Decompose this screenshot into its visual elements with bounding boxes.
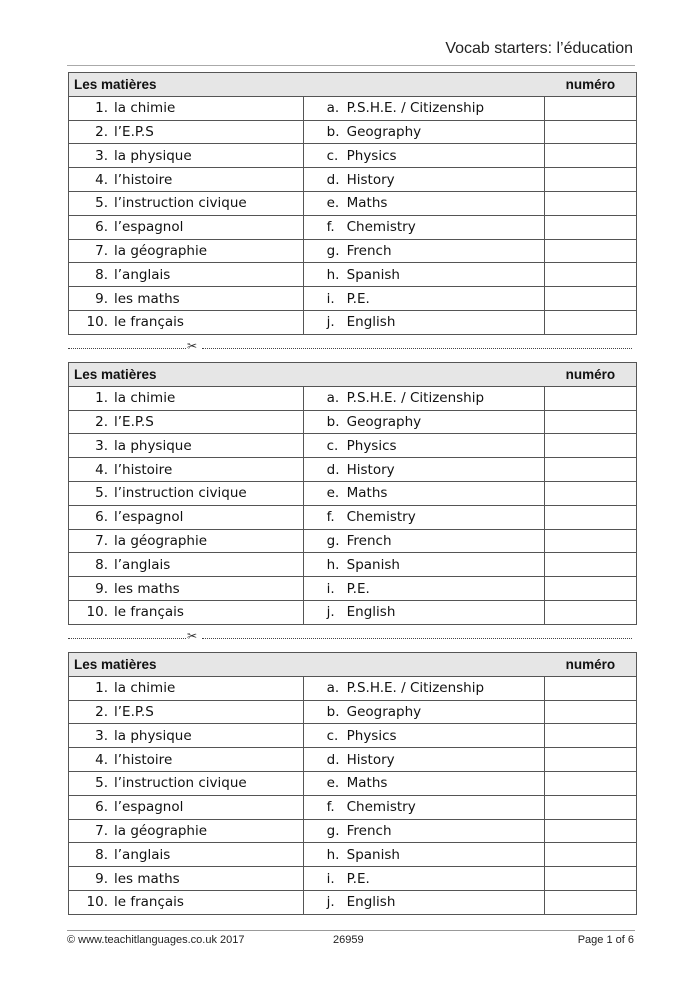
table-row <box>69 287 637 311</box>
table-row <box>69 458 637 482</box>
french-term-cell <box>69 819 304 843</box>
french-term: l’histoire <box>114 461 173 478</box>
table-row <box>69 529 637 553</box>
item-number: 4. <box>95 461 108 478</box>
item-number: 10. <box>86 314 108 331</box>
header-spacer <box>303 73 545 97</box>
item-letter: g. <box>326 822 340 839</box>
english-term-cell <box>303 168 545 192</box>
table-row <box>69 96 637 120</box>
french-term-cell <box>69 410 304 434</box>
cut-line <box>68 339 632 354</box>
french-term: le français <box>114 604 184 621</box>
french-term-cell <box>69 168 304 192</box>
english-term: English <box>346 894 396 911</box>
header-subjects: Les matières <box>69 73 304 97</box>
english-term: P.E. <box>346 870 370 887</box>
item-letter: b. <box>326 413 340 430</box>
vocab-table-3 <box>68 652 637 915</box>
header-number: numéro <box>545 653 637 677</box>
table-row <box>69 386 637 410</box>
table-header-row <box>69 653 637 677</box>
french-term-cell <box>69 458 304 482</box>
english-term: English <box>346 604 396 621</box>
page-title: Vocab starters: l’éducation <box>445 40 633 57</box>
english-term: Maths <box>346 775 388 792</box>
english-term: Chemistry <box>346 219 416 236</box>
english-term-cell <box>303 795 545 819</box>
answer-number-cell[interactable] <box>545 215 637 239</box>
item-number: 1. <box>95 100 108 117</box>
english-term-cell <box>303 724 545 748</box>
answer-number-cell[interactable] <box>545 168 637 192</box>
french-term-cell <box>69 724 304 748</box>
english-term: History <box>346 751 395 768</box>
answer-number-cell[interactable] <box>545 458 637 482</box>
english-term: Physics <box>346 437 397 454</box>
french-term: les maths <box>114 290 180 307</box>
item-number: 8. <box>95 556 108 573</box>
english-term: Maths <box>346 195 388 212</box>
item-letter: e. <box>326 485 340 502</box>
item-number: 9. <box>95 870 108 887</box>
english-term: Chemistry <box>346 509 416 526</box>
header-number: numéro <box>545 73 637 97</box>
item-number: 7. <box>95 532 108 549</box>
english-term-cell <box>303 529 545 553</box>
answer-number-cell[interactable] <box>545 239 637 263</box>
answer-number-cell[interactable] <box>545 867 637 891</box>
english-term: French <box>346 242 392 259</box>
french-term-cell <box>69 890 304 914</box>
english-term-cell <box>303 819 545 843</box>
table-row <box>69 215 637 239</box>
english-term-cell <box>303 96 545 120</box>
item-letter: d. <box>326 171 340 188</box>
english-term-cell <box>303 700 545 724</box>
item-letter: a. <box>326 100 340 117</box>
english-term: French <box>346 532 392 549</box>
answer-number-cell[interactable] <box>545 386 637 410</box>
answer-number-cell[interactable] <box>545 700 637 724</box>
footer-page-number: Page 1 of 6 <box>577 934 634 946</box>
table-row <box>69 795 637 819</box>
item-number: 10. <box>86 604 108 621</box>
english-term: Chemistry <box>346 799 416 816</box>
item-number: 2. <box>95 703 108 720</box>
english-term-cell <box>303 287 545 311</box>
french-term: la chimie <box>114 100 176 117</box>
french-term-cell <box>69 505 304 529</box>
french-term: les maths <box>114 870 180 887</box>
header-spacer <box>303 653 545 677</box>
french-term-cell <box>69 287 304 311</box>
english-term: Spanish <box>346 556 400 573</box>
table-header-row <box>69 73 637 97</box>
english-term-cell <box>303 191 545 215</box>
item-number: 5. <box>95 195 108 212</box>
item-number: 7. <box>95 822 108 839</box>
table-row <box>69 434 637 458</box>
item-letter: g. <box>326 242 340 259</box>
french-term: l’anglais <box>114 266 171 283</box>
answer-number-cell[interactable] <box>545 481 637 505</box>
table-row <box>69 771 637 795</box>
english-term: P.E. <box>346 580 370 597</box>
french-term: le français <box>114 314 184 331</box>
item-number: 3. <box>95 437 108 454</box>
answer-number-cell[interactable] <box>545 529 637 553</box>
french-term-cell <box>69 96 304 120</box>
answer-number-cell[interactable] <box>545 676 637 700</box>
french-term: la géographie <box>114 822 208 839</box>
table-row <box>69 505 637 529</box>
answer-number-cell[interactable] <box>545 505 637 529</box>
item-letter: c. <box>326 437 339 454</box>
french-term: la géographie <box>114 532 208 549</box>
french-term: l’instruction civique <box>114 775 247 792</box>
answer-number-cell[interactable] <box>545 120 637 144</box>
french-term: la géographie <box>114 242 208 259</box>
answer-number-cell[interactable] <box>545 553 637 577</box>
french-term: l’espagnol <box>114 509 184 526</box>
item-number: 6. <box>95 799 108 816</box>
french-term-cell <box>69 434 304 458</box>
item-letter: a. <box>326 680 340 697</box>
item-letter: e. <box>326 195 340 212</box>
answer-number-cell[interactable] <box>545 771 637 795</box>
french-term: la chimie <box>114 680 176 697</box>
answer-number-cell[interactable] <box>545 287 637 311</box>
english-term-cell <box>303 239 545 263</box>
item-letter: c. <box>326 727 339 744</box>
header-subjects: Les matières <box>69 363 304 387</box>
english-term: English <box>346 314 396 331</box>
item-number: 4. <box>95 751 108 768</box>
french-term: l’anglais <box>114 556 171 573</box>
english-term: P.S.H.E. / Citizenship <box>346 100 485 117</box>
table-row <box>69 819 637 843</box>
table-body <box>69 676 637 914</box>
french-term-cell <box>69 239 304 263</box>
item-number: 2. <box>95 123 108 140</box>
english-term-cell <box>303 434 545 458</box>
cut-line <box>68 629 632 644</box>
table-row <box>69 263 637 287</box>
french-term: l’E.P.S <box>114 413 154 430</box>
english-term-cell <box>303 144 545 168</box>
english-term: P.S.H.E. / Citizenship <box>346 680 485 697</box>
english-term-cell <box>303 771 545 795</box>
answer-number-cell[interactable] <box>545 434 637 458</box>
answer-number-cell[interactable] <box>545 191 637 215</box>
item-letter: j. <box>326 604 335 621</box>
french-term-cell <box>69 676 304 700</box>
english-term-cell <box>303 481 545 505</box>
item-letter: f. <box>326 219 335 236</box>
french-term-cell <box>69 215 304 239</box>
item-number: 5. <box>95 775 108 792</box>
french-term: l’instruction civique <box>114 195 247 212</box>
item-number: 3. <box>95 147 108 164</box>
answer-number-cell[interactable] <box>545 724 637 748</box>
french-term: l’espagnol <box>114 799 184 816</box>
french-term: l’E.P.S <box>114 703 154 720</box>
header-spacer <box>303 363 545 387</box>
header-subjects: Les matières <box>69 653 304 677</box>
english-term-cell <box>303 458 545 482</box>
item-number: 6. <box>95 219 108 236</box>
english-term-cell <box>303 310 545 334</box>
english-term: Geography <box>346 123 422 140</box>
item-letter: d. <box>326 751 340 768</box>
table-body <box>69 96 637 334</box>
french-term: la physique <box>114 437 192 454</box>
french-term-cell <box>69 310 304 334</box>
answer-number-cell[interactable] <box>545 600 637 624</box>
item-letter: i. <box>326 580 335 597</box>
header-number: numéro <box>545 363 637 387</box>
english-term: History <box>346 171 395 188</box>
item-letter: b. <box>326 123 340 140</box>
english-term-cell <box>303 890 545 914</box>
table-row <box>69 553 637 577</box>
french-term: la chimie <box>114 390 176 407</box>
english-term-cell <box>303 600 545 624</box>
answer-number-cell[interactable] <box>545 819 637 843</box>
title-divider <box>67 65 635 66</box>
table-row <box>69 168 637 192</box>
french-term: le français <box>114 894 184 911</box>
answer-number-cell[interactable] <box>545 310 637 334</box>
table-row <box>69 239 637 263</box>
french-term: l’histoire <box>114 171 173 188</box>
item-number: 9. <box>95 580 108 597</box>
french-term-cell <box>69 795 304 819</box>
item-number: 8. <box>95 846 108 863</box>
answer-number-cell[interactable] <box>545 96 637 120</box>
table-row <box>69 748 637 772</box>
answer-number-cell[interactable] <box>545 748 637 772</box>
item-number: 6. <box>95 509 108 526</box>
english-term: Physics <box>346 147 397 164</box>
french-term-cell <box>69 700 304 724</box>
english-term: P.S.H.E. / Citizenship <box>346 390 485 407</box>
english-term: Spanish <box>346 266 400 283</box>
english-term-cell <box>303 215 545 239</box>
item-letter: i. <box>326 290 335 307</box>
item-letter: j. <box>326 314 335 331</box>
french-term-cell <box>69 843 304 867</box>
english-term-cell <box>303 410 545 434</box>
item-letter: e. <box>326 775 340 792</box>
item-number: 9. <box>95 290 108 307</box>
item-number: 5. <box>95 485 108 502</box>
french-term-cell <box>69 867 304 891</box>
answer-number-cell[interactable] <box>545 577 637 601</box>
item-letter: d. <box>326 461 340 478</box>
english-term-cell <box>303 577 545 601</box>
item-letter: h. <box>326 556 340 573</box>
french-term-cell <box>69 529 304 553</box>
french-term-cell <box>69 600 304 624</box>
english-term: P.E. <box>346 290 370 307</box>
english-term-cell <box>303 505 545 529</box>
english-term: Maths <box>346 485 388 502</box>
french-term: l’histoire <box>114 751 173 768</box>
table-body <box>69 386 637 624</box>
french-term: l’E.P.S <box>114 123 154 140</box>
english-term-cell <box>303 867 545 891</box>
item-letter: h. <box>326 266 340 283</box>
french-term-cell <box>69 748 304 772</box>
english-term: Spanish <box>346 846 400 863</box>
english-term-cell <box>303 553 545 577</box>
french-term-cell <box>69 577 304 601</box>
english-term-cell <box>303 386 545 410</box>
item-letter: c. <box>326 147 339 164</box>
item-number: 10. <box>86 894 108 911</box>
table-row <box>69 843 637 867</box>
table-header-row <box>69 363 637 387</box>
english-term: Physics <box>346 727 397 744</box>
table-row <box>69 867 637 891</box>
french-term: l’anglais <box>114 846 171 863</box>
item-letter: b. <box>326 703 340 720</box>
english-term: French <box>346 822 392 839</box>
table-row <box>69 310 637 334</box>
answer-number-cell[interactable] <box>545 144 637 168</box>
table-row <box>69 724 637 748</box>
table-row <box>69 144 637 168</box>
french-term: les maths <box>114 580 180 597</box>
english-term: History <box>346 461 395 478</box>
scissors-icon: ✂ <box>187 629 198 643</box>
table-row <box>69 676 637 700</box>
french-term-cell <box>69 144 304 168</box>
item-number: 4. <box>95 171 108 188</box>
answer-number-cell[interactable] <box>545 263 637 287</box>
answer-number-cell[interactable] <box>545 795 637 819</box>
french-term-cell <box>69 386 304 410</box>
french-term: la physique <box>114 147 192 164</box>
item-letter: f. <box>326 799 335 816</box>
footer-copyright: © www.teachitlanguages.co.uk 2017 <box>67 934 245 946</box>
scissors-icon: ✂ <box>187 339 198 353</box>
french-term-cell <box>69 481 304 505</box>
english-term: Geography <box>346 703 422 720</box>
french-term-cell <box>69 191 304 215</box>
table-row <box>69 191 637 215</box>
table-row <box>69 600 637 624</box>
item-letter: g. <box>326 532 340 549</box>
answer-number-cell[interactable] <box>545 410 637 434</box>
english-term-cell <box>303 843 545 867</box>
footer-divider <box>67 930 635 931</box>
item-letter: f. <box>326 509 335 526</box>
table-row <box>69 890 637 914</box>
english-term: Geography <box>346 413 422 430</box>
table-row <box>69 481 637 505</box>
item-letter: j. <box>326 894 335 911</box>
answer-number-cell[interactable] <box>545 843 637 867</box>
table-row <box>69 577 637 601</box>
item-number: 3. <box>95 727 108 744</box>
english-term-cell <box>303 263 545 287</box>
footer-code: 26959 <box>333 934 364 946</box>
french-term-cell <box>69 120 304 144</box>
french-term: la physique <box>114 727 192 744</box>
english-term-cell <box>303 676 545 700</box>
item-letter: a. <box>326 390 340 407</box>
french-term-cell <box>69 553 304 577</box>
french-term: l’instruction civique <box>114 485 247 502</box>
table-row <box>69 120 637 144</box>
item-letter: i. <box>326 870 335 887</box>
table-row <box>69 700 637 724</box>
french-term-cell <box>69 771 304 795</box>
item-number: 7. <box>95 242 108 259</box>
item-number: 1. <box>95 680 108 697</box>
table-row <box>69 410 637 434</box>
french-term-cell <box>69 263 304 287</box>
english-term-cell <box>303 748 545 772</box>
vocab-table-2 <box>68 362 637 625</box>
item-number: 2. <box>95 413 108 430</box>
vocab-table-1 <box>68 72 637 335</box>
french-term: l’espagnol <box>114 219 184 236</box>
answer-number-cell[interactable] <box>545 890 637 914</box>
item-number: 1. <box>95 390 108 407</box>
item-letter: h. <box>326 846 340 863</box>
item-number: 8. <box>95 266 108 283</box>
english-term-cell <box>303 120 545 144</box>
